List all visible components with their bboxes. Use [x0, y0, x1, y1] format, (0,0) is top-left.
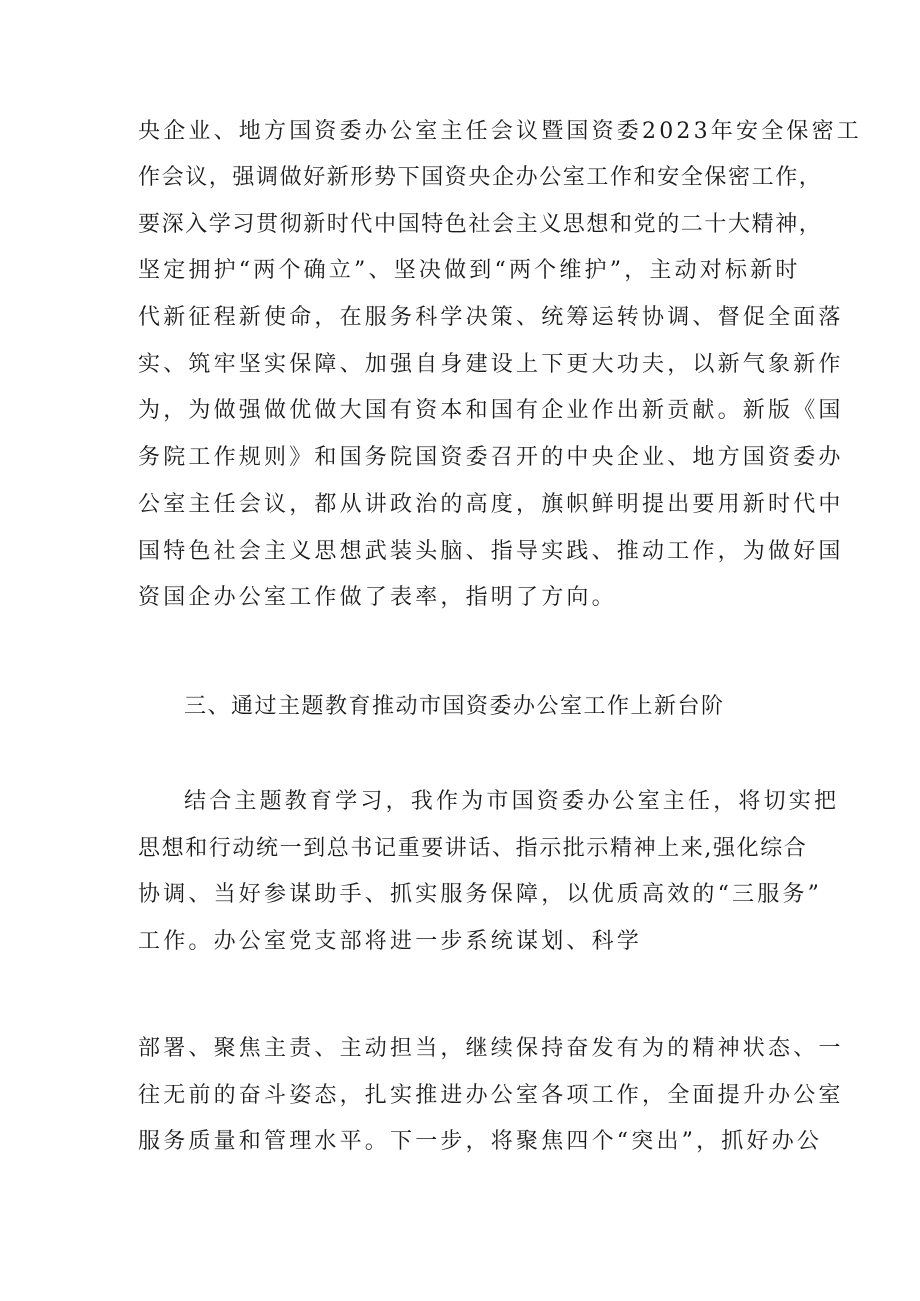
paragraph-line: 为，为做强做优做大国有资本和国有企业作出新贡献。新版《国: [138, 398, 844, 423]
paragraph-line: 思想和行动统一到总书记重要讲话、指示批示精神上来,强化综合: [138, 836, 808, 861]
section-heading: 三、通过主题教育推动市国资委办公室工作上新台阶: [184, 694, 725, 719]
paragraph-line: 代新征程新使命，在服务科学决策、统筹运转协调、督促全面落: [138, 305, 844, 330]
paragraph-line: 实、筑牢坚实保障、加强自身建设上下更大功夫，以新气象新作: [138, 352, 844, 377]
paragraph-line: 务院工作规则》和国务院国资委召开的中央企业、地方国资委办: [138, 445, 844, 470]
paragraph-line: 要深入学习贯彻新时代中国特色社会主义思想和党的二十大精神，: [138, 212, 823, 237]
paragraph-line: 结合主题教育学习，我作为市国资委办公室主任，将切实把: [184, 789, 840, 814]
paragraph-line: 公室主任会议，都从讲政治的高度，旗帜鲜明提出要用新时代中: [138, 492, 844, 517]
paragraph-line: 往无前的奋斗姿态，扎实推进办公室各项工作，全面提升办公室: [138, 1083, 844, 1108]
paragraph-line: 工作。办公室党支部将进一步系统谋划、科学: [138, 929, 643, 954]
paragraph-line: 服务质量和管理水平。下一步，将聚焦四个“突出”，抓好办公: [138, 1129, 823, 1154]
paragraph-line: 部署、聚焦主责、主动担当，继续保持奋发有为的精神状态、一: [138, 1036, 844, 1061]
paragraph-line: 坚定拥护“两个确立”、坚决做到“两个维护”，主动对标新时: [138, 258, 801, 283]
paragraph-line: 作会议，强调做好新形势下国资央企办公室工作和安全保密工作，: [138, 165, 823, 190]
paragraph-line: 央企业、地方国资委办公室主任会议暨国资委2023年安全保密工: [138, 119, 862, 144]
paragraph-line: 国特色社会主义思想武装头脑、指导实践、推动工作，为做好国: [138, 539, 844, 564]
paragraph-line: 协调、当好参谋助手、抓实服务保障，以优质高效的“三服务”: [138, 882, 823, 907]
paragraph-line: 资国企办公室工作做了表率，指明了方向。: [138, 585, 617, 610]
